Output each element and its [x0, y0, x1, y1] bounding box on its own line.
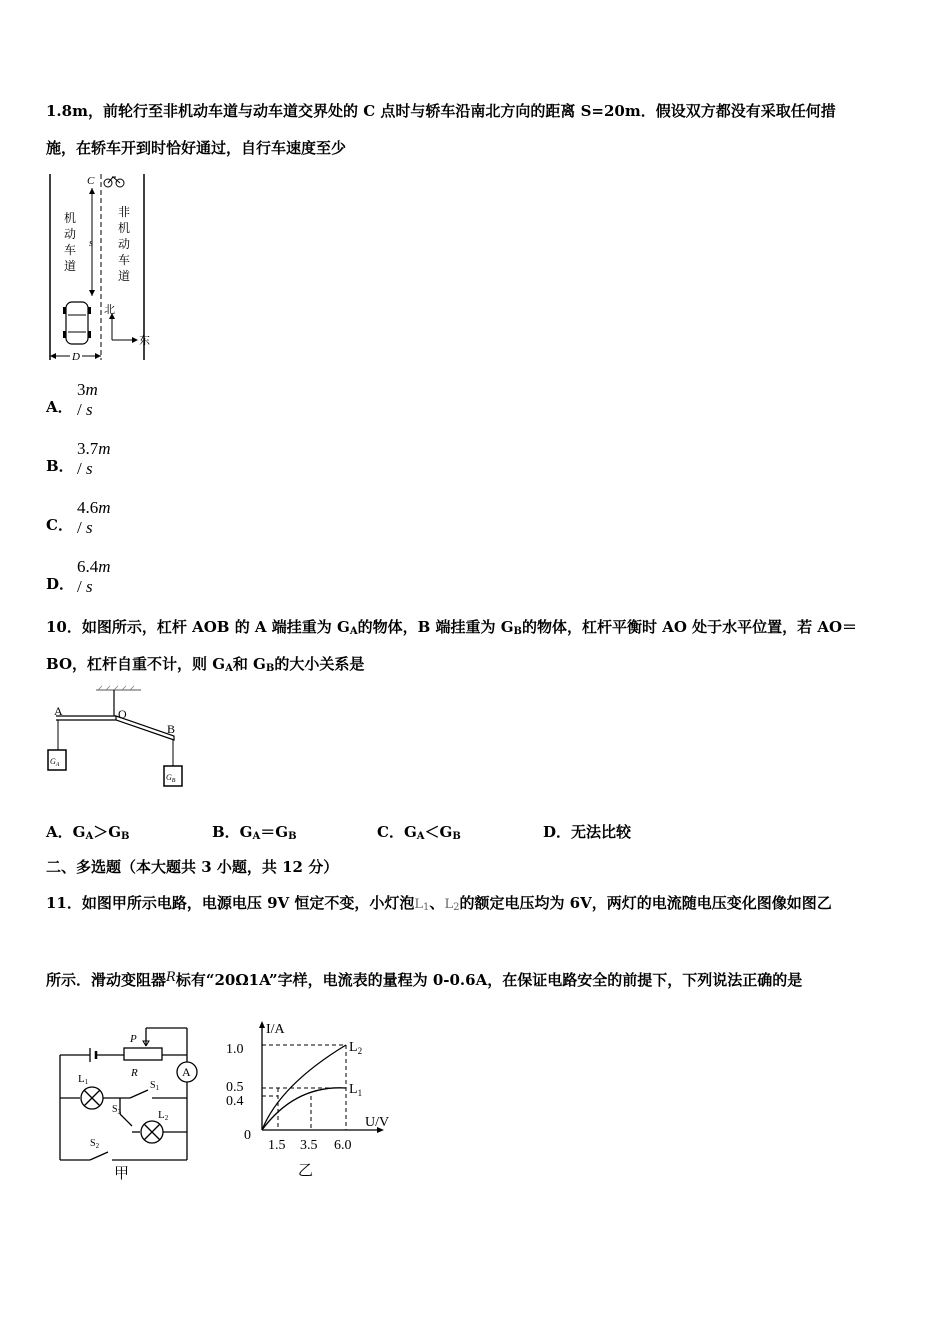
circuit-label-s3: $S_3$ [112, 1104, 122, 1116]
q10-option-d[interactable]: D．无法比较 [543, 823, 632, 841]
label-d: D [72, 351, 80, 363]
left-lane-char: 车 [64, 243, 77, 257]
right-lane-char: 机 [118, 221, 131, 235]
q10-lever-figure [46, 684, 186, 792]
circuit-label-s1: $S_1$ [150, 1080, 160, 1092]
graph-xlabel: U/V [365, 1115, 390, 1130]
q10-option-b[interactable]: B．$G_A=G_B$ [212, 823, 297, 842]
q10-option-c[interactable]: C．$G_A<G_B$ [377, 823, 461, 842]
circuit-label-s2: $S_2$ [90, 1138, 100, 1150]
ammeter-icon: A [182, 1065, 191, 1079]
curve-label-l1: $L_1$ [349, 1082, 363, 1098]
q11-text-line1: 11．如图甲所示电路，电源电压 9V 恒定不变，小灯泡$L_1$、$L_2$的额定电压均为 6V，两灯的电流随电压变化图像如图乙 [46, 894, 832, 913]
symbol-l1: $L_1$ [414, 897, 430, 913]
circuit-caption: 甲 [114, 1164, 130, 1182]
y-tick: 1.0 [226, 1042, 244, 1057]
label-s: s [89, 238, 93, 249]
y-tick: 0.4 [226, 1094, 244, 1109]
label-c: C [87, 175, 95, 187]
weight-gb: $G_B$ [166, 773, 176, 784]
q9-road-figure [46, 170, 156, 365]
q10-text-line1: 10．如图所示，杠杆 AOB 的 A 端挂重为 $G_A$的物体，B 端挂重为 $G_B$的物体，杠杆平衡时 AO 处于水平位置，若 AO＝ [46, 618, 858, 637]
symbol-r: R [166, 970, 176, 985]
compass-east: 东 [139, 334, 150, 347]
circuit-label-l2: L2 [158, 1109, 169, 1122]
q10-option-a[interactable]: A．$G_A>G_B$ [46, 823, 130, 842]
q9-text-line2: 施，在轿车开到时恰好通过，自行车速度至少 [46, 139, 347, 157]
x-tick: 1.5 [268, 1138, 286, 1153]
curve-l1 [262, 1088, 346, 1130]
graph-ylabel: I/A [266, 1022, 285, 1037]
q11-iv-graph [220, 1015, 395, 1187]
right-lane-char: 动 [118, 237, 131, 251]
y-tick: 0.5 [226, 1080, 244, 1095]
right-lane-char: 非 [118, 205, 131, 219]
bicycle-icon [104, 177, 124, 187]
left-lane-char: 动 [64, 227, 77, 241]
q11-circuit-figure [50, 1020, 215, 1185]
option-c-label: C． [46, 516, 73, 534]
lever-label-o: O [118, 707, 127, 721]
left-lane-char: 机 [64, 211, 77, 225]
option-c-value: 4.6m / s [77, 498, 111, 537]
option-d-label: D． [46, 575, 75, 593]
weight-ga: $G_A$ [50, 757, 60, 768]
x-tick: 3.5 [300, 1138, 318, 1153]
left-lane-char: 道 [64, 259, 77, 273]
section-2-heading: 二、多选题（本大题共 3 小题，共 12 分） [46, 858, 339, 876]
curve-label-l2: $L_2$ [349, 1040, 363, 1056]
graph-caption: 乙 [298, 1161, 314, 1179]
option-d-value: 6.4m / s [77, 557, 111, 596]
right-lane-char: 道 [118, 269, 131, 283]
option-a-value: 3m / s [77, 380, 98, 419]
circuit-label-p: P [130, 1033, 137, 1045]
lever-label-a: A [54, 704, 63, 718]
option-a-label: A． [46, 398, 73, 416]
lever-label-b: B [167, 722, 176, 736]
q11-text-line2: 所示．滑动变阻器R标有“20Ω1A”字样，电流表的量程为 0-0.6A，在保证电路安全的前提下，下列说法正确的是 [46, 970, 803, 989]
graph-origin: 0 [244, 1128, 251, 1143]
compass-icon [109, 313, 138, 343]
compass-north: 北 [104, 303, 115, 316]
x-tick: 6.0 [334, 1138, 352, 1153]
option-b-value: 3.7m / s [77, 439, 111, 478]
circuit-label-r: R [131, 1067, 138, 1079]
symbol-l2: $L_2$ [444, 897, 460, 913]
right-lane-char: 车 [118, 253, 131, 267]
circuit-label-l1: L1 [78, 1073, 89, 1086]
car-icon [63, 302, 91, 344]
q10-text-line2: BO，杠杆自重不计，则 $G_A$和 $G_B$的大小关系是 [46, 655, 365, 674]
option-b-label: B． [46, 457, 74, 475]
q9-text-line1: 1.8m，前轮行至非机动车道与动车道交界处的 C 点时与轿车沿南北方向的距离 S=20m．假设双方都没有采取任何措 [46, 102, 836, 120]
